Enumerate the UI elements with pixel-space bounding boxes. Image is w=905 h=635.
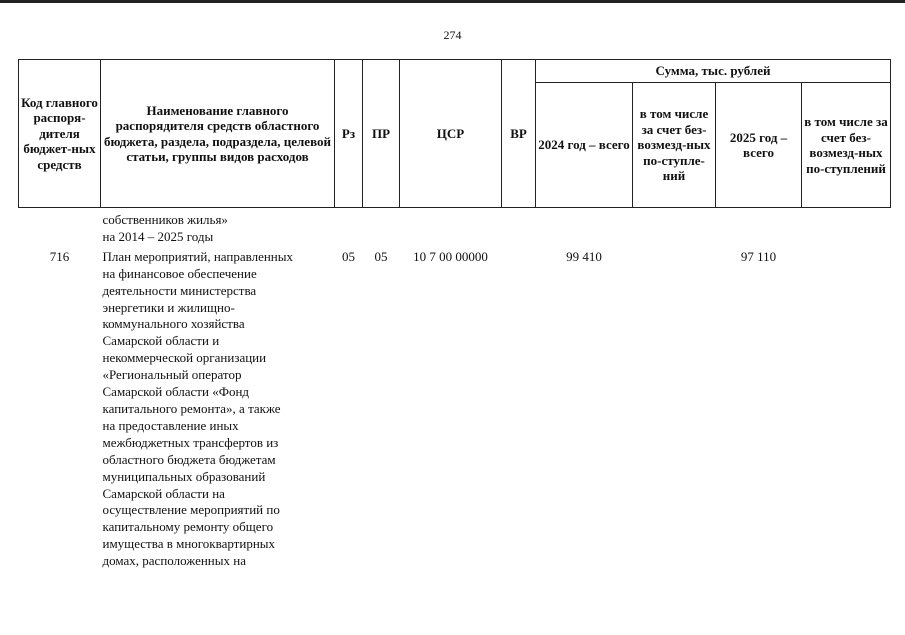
table-body — [19, 208, 891, 571]
name-line: Самарской области «Фонд — [102, 384, 250, 400]
budget-table — [18, 59, 891, 570]
cell-2024-total: 99 410 — [566, 248, 602, 264]
cell-2025-total — [716, 208, 802, 246]
name-line: домах, расположенных на — [102, 553, 246, 569]
name-line: Самарской области на — [102, 485, 225, 501]
cell-vr — [502, 246, 536, 570]
cell-code: 716 — [49, 248, 70, 264]
cell-rz — [335, 208, 363, 246]
cell-code — [19, 208, 101, 246]
name-line: «Региональный оператор — [102, 367, 242, 383]
header-code: Код главного распоря-дителя бюджет-ных средств — [19, 60, 101, 208]
cell-2025-free — [802, 208, 891, 246]
header-csr: ЦСР — [400, 60, 502, 208]
page-number: 274 — [443, 28, 462, 42]
cell-vr — [502, 208, 536, 246]
cell-2024-total — [536, 208, 633, 246]
name-line: капитального ремонта», а также — [102, 400, 281, 416]
name-line: на финансовое обеспечение — [102, 265, 257, 281]
cell-2024-free — [633, 246, 716, 570]
cell-2025-total: 97 110 — [740, 248, 777, 264]
name-line: муниципальных образований — [102, 468, 266, 484]
name-line: областного бюджета бюджетам — [102, 451, 276, 467]
header-name: Наименование главного распорядителя средств областного бюджета, раздела, подраздела, целевой статьи, группы видов расходов — [101, 60, 335, 208]
name-line: осуществление мероприятий по — [102, 502, 280, 518]
header-2024-total: 2024 год – всего — [536, 83, 633, 208]
header-2024-free: в том числе за счет без-возмезд-ных по-ступле-ний — [633, 83, 716, 208]
table-row — [19, 246, 891, 570]
cell-csr — [400, 208, 502, 246]
header-vr: ВР — [502, 60, 536, 208]
name-line: деятельности министерства — [102, 282, 257, 298]
header-2025-free: в том числе за счет без-возмезд-ных по-ступлений — [802, 83, 891, 208]
cell-2024-free — [633, 208, 716, 246]
cell-pr — [363, 208, 400, 246]
table-row — [19, 208, 891, 246]
name-line: собственников жилья» — [102, 212, 228, 227]
name-line: коммунального хозяйства — [102, 316, 245, 332]
name-line: имущества в многоквартирных — [102, 536, 276, 552]
header-pr: ПР — [363, 60, 400, 208]
cell-2025-free — [802, 246, 891, 570]
name-line: некоммерческой организации — [102, 350, 267, 366]
name-line: План мероприятий, направленных — [102, 248, 293, 264]
top-border-rule — [0, 0, 905, 3]
cell-csr: 10 7 00 00000 — [413, 248, 488, 264]
name-line: межбюджетных трансфертов из — [102, 434, 279, 450]
cell-name — [101, 208, 335, 246]
name-line: Самарской области и — [102, 333, 220, 349]
name-line: капитальному ремонту общего — [102, 519, 274, 535]
name-line: энергетики и жилищно- — [102, 299, 235, 315]
header-rz: Рз — [335, 60, 363, 208]
header-2025-total: 2025 год – всего — [716, 83, 802, 208]
cell-name — [101, 246, 335, 570]
cell-pr: 05 — [374, 248, 388, 264]
header-sum: Сумма, тыс. рублей — [536, 60, 891, 83]
cell-rz: 05 — [342, 248, 355, 264]
name-line: на 2014 – 2025 годы — [102, 228, 214, 244]
name-line: на предоставление иных — [102, 417, 239, 433]
table-header — [19, 60, 891, 208]
